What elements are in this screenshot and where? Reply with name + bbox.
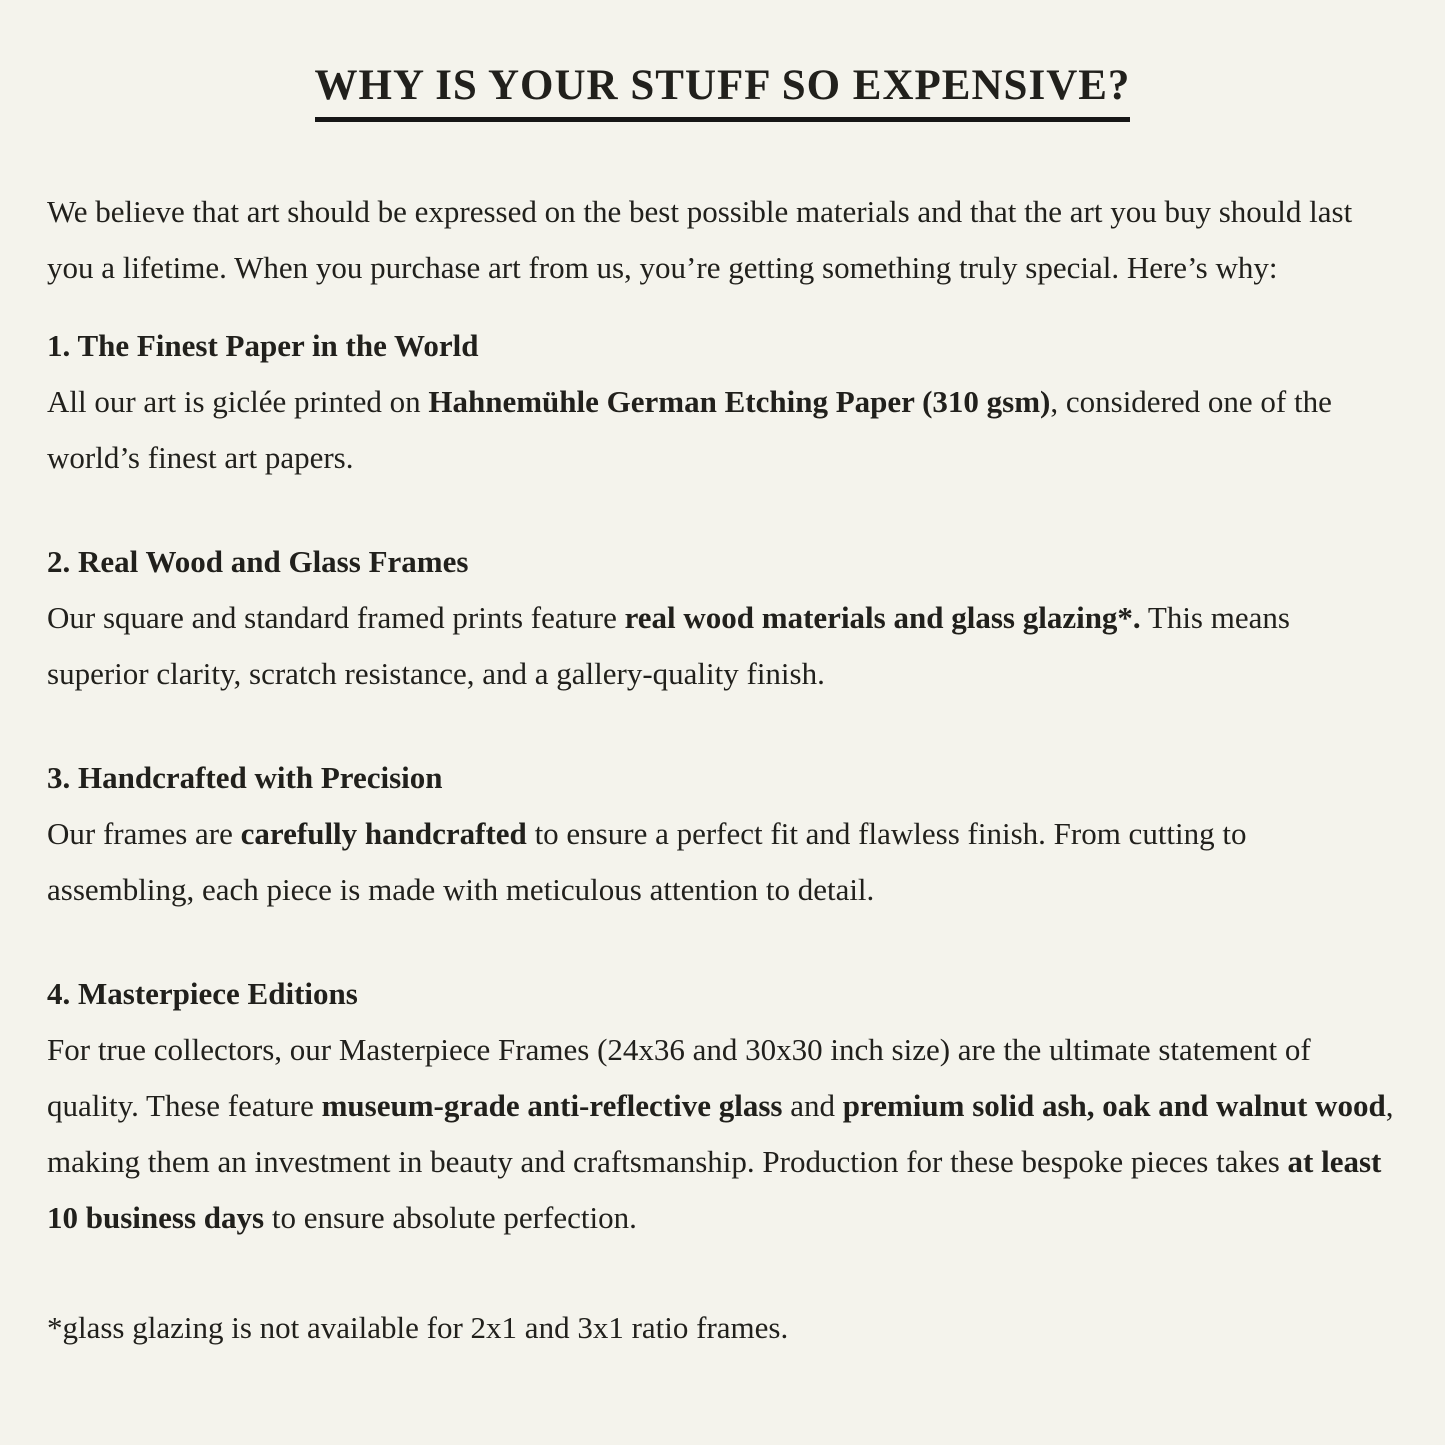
intro-paragraph: We believe that art should be expressed on the best possible materials and that the art you buy should last you a lifetime. When you purchase art from us, you’re getting something truly special. Here’s why: bbox=[47, 194, 1353, 286]
section-heading: 4. Masterpiece Editions bbox=[47, 976, 358, 1012]
section-body: Our frames are carefully handcrafted to ensure a perfect fit and flawless finish. From cutting to assembling, each piece is made with meticulous attention to detail. bbox=[47, 816, 1247, 908]
section-body: For true collectors, our Masterpiece Frames (24x36 and 30x30 inch size) are the ultimate statement of quality. These feature museum-grade anti-reflective glass and premium solid ash, oak and walnut wood, making them an investment in beauty and craftsmanship. Production for these bespoke pieces takes at least 10 business days to ensure absolute perfection. bbox=[47, 1032, 1394, 1236]
section-body: Our square and standard framed prints feature real wood materials and glass glazing*. This means superior clarity, scratch resistance, and a gallery-quality finish. bbox=[47, 600, 1290, 692]
page-title-row bbox=[47, 62, 1398, 122]
glazing-footnote: *glass glazing is not available for 2x1 and 3x1 ratio frames. bbox=[47, 1310, 789, 1346]
section-masterpiece-editions bbox=[47, 966, 1398, 1246]
section-heading: 3. Handcrafted with Precision bbox=[47, 760, 443, 796]
section-body: All our art is giclée printed on Hahnemühle German Etching Paper (310 gsm), considered one of the world’s finest art papers. bbox=[47, 384, 1332, 476]
section-heading: 2. Real Wood and Glass Frames bbox=[47, 544, 469, 580]
section-heading: 1. The Finest Paper in the World bbox=[47, 328, 479, 364]
section-finest-paper bbox=[47, 318, 1398, 486]
section-wood-glass-frames bbox=[47, 534, 1398, 702]
section-handcrafted bbox=[47, 750, 1398, 918]
page-title: WHY IS YOUR STUFF SO EXPENSIVE? bbox=[315, 62, 1131, 122]
